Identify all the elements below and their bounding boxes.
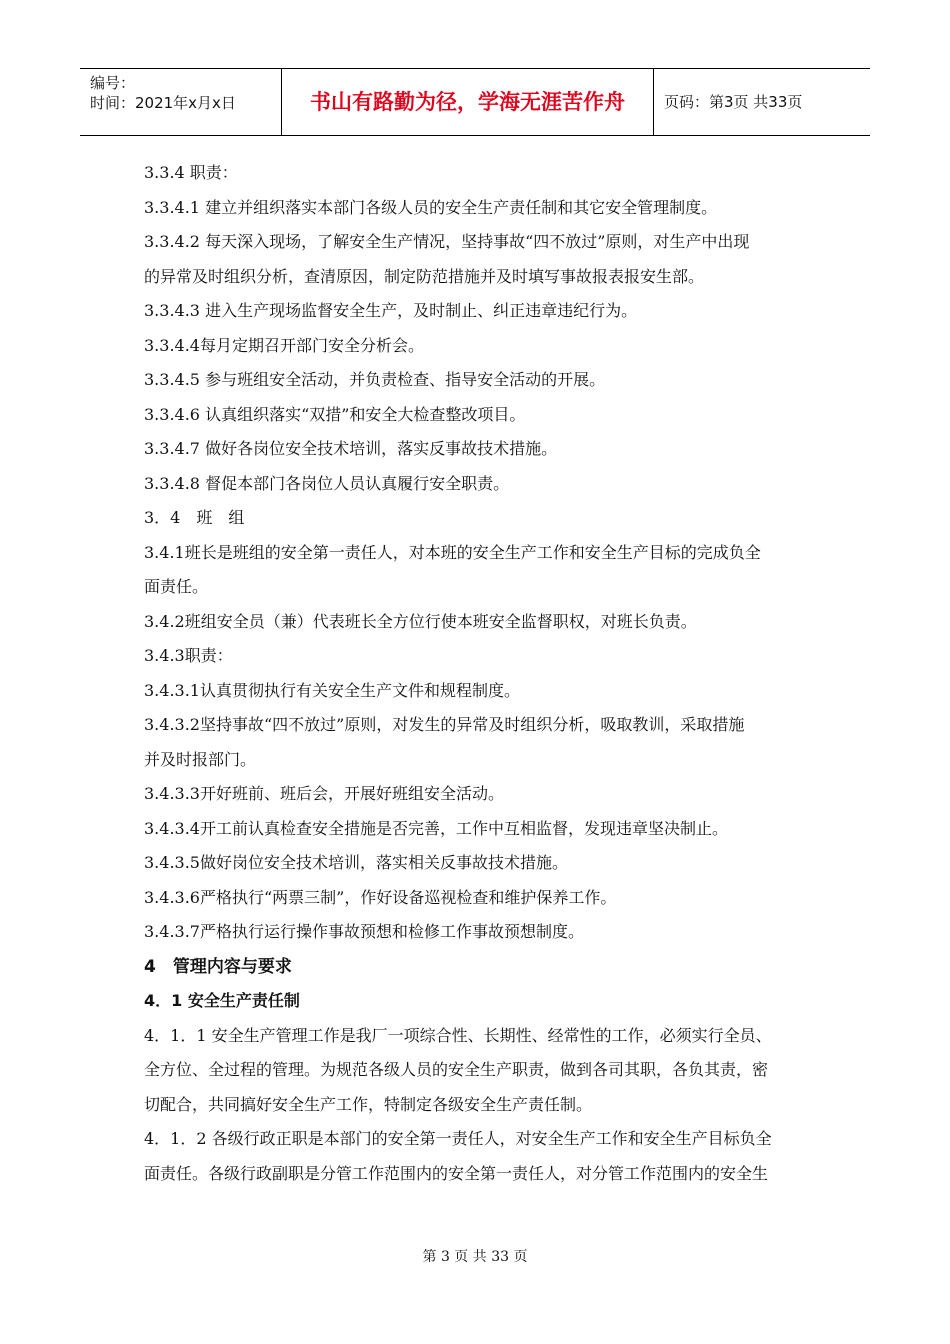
body-line: 3.4.3.3开好班前、班后会，开展好班组安全活动。: [144, 784, 504, 803]
body-line: 3.3.4.6 认真组织落实“双措”和安全大检查整改项目。: [144, 404, 526, 424]
body-line: 3.4.3.6严格执行“两票三制”，作好设备巡视检查和维护保养工作。: [144, 887, 617, 907]
body-line: 面责任。各级行政副职是分管工作范围内的安全第一责任人，对分管工作范围内的安全生: [144, 1163, 769, 1183]
body-line: 3.4.2班组安全员（兼）代表班长全方位行使本班安全监督职权，对班长负责。: [144, 611, 697, 631]
header-motto: 书山有路勤为径，学海无涯苦作舟: [310, 90, 625, 114]
body-line: 3.3.4.7 做好各岗位安全技术培训，落实反事故技术措施。: [144, 439, 558, 458]
document-number-label: 编号：: [90, 74, 136, 92]
body-line: 3.3.4.4每月定期召开部门安全分析会。: [144, 335, 424, 355]
body-line: 3.3.4.2 每天深入现场，了解安全生产情况，坚持事故“四不放过”原则，对生产中出现: [144, 232, 750, 251]
body-line: 3.4.3.1认真贯彻执行有关安全生产文件和规程制度。: [144, 680, 520, 700]
body-line: 4．1．1 安全生产管理工作是我厂一项综合性、长期性、经常性的工作，必须实行全员、: [144, 1025, 772, 1045]
body-line: 3.3.4.5 参与班组安全活动，并负责检查、指导安全活动的开展。: [144, 370, 606, 389]
page-footer: 第 3 页 共 33 页: [422, 1249, 528, 1265]
body-line: 3.4.3.7严格执行运行操作事故预想和检修工作事故预想制度。: [144, 922, 584, 941]
body-line: 切配合，共同搞好安全生产工作，特制定各级安全生产责任制。: [144, 1094, 593, 1114]
body-line: 并及时报部门。: [144, 749, 257, 769]
body-line: 3.4.3.2坚持事故“四不放过”原则，对发生的异常及时组织分析，吸取教训，采取措施: [144, 715, 745, 734]
body-line: 3.4.3.5做好岗位安全技术培训，落实相关反事故技术措施。: [144, 853, 568, 872]
body-line: 3.4.3职责：: [144, 646, 233, 665]
section-heading-4: 4 管理内容与要求: [144, 956, 292, 977]
header-meta: [90, 73, 236, 113]
body-line: 的异常及时组织分析，查清原因，制定防范措施并及时填写事故报表报安生部。: [144, 266, 705, 286]
body-line: 面责任。: [144, 577, 209, 596]
section-heading-4-1: 4．1 安全生产责任制: [144, 991, 300, 1010]
body-line: 3.3.4.1 建立并组织落实本部门各级人员的安全生产责任制和其它安全管理制度。: [144, 197, 718, 217]
body-line: 3.3.4 职责：: [144, 163, 238, 182]
body-line: 全方位、全过程的管理。为规范各级人员的安全生产职责，做到各司其职，各负其责，密: [144, 1060, 769, 1079]
body-line: 3.3.4.3 进入生产现场监督安全生产，及时制止、纠正违章违纪行为。: [144, 301, 638, 320]
body-line: 3.3.4.8 督促本部门各岗位人员认真履行安全职责。: [144, 473, 510, 493]
section-heading-3-4: 3．4 班 组: [144, 508, 245, 527]
body-line: 4．1．2 各级行政正职是本部门的安全第一责任人，对安全生产工作和安全生产目标负全: [144, 1129, 772, 1148]
body-line: 3.4.1班长是班组的安全第一责任人，对本班的安全生产工作和安全生产目标的完成负全: [144, 542, 761, 562]
page-header: [80, 68, 870, 136]
header-divider: [653, 69, 654, 136]
document-body: [144, 156, 814, 1191]
document-date-label: 时间：2021年x月x日: [90, 94, 236, 112]
header-page-info: 页码：第3页 共33页: [664, 93, 803, 111]
body-line: 3.4.3.4开工前认真检查安全措施是否完善，工作中互相监督，发现违章坚决制止。: [144, 818, 728, 838]
